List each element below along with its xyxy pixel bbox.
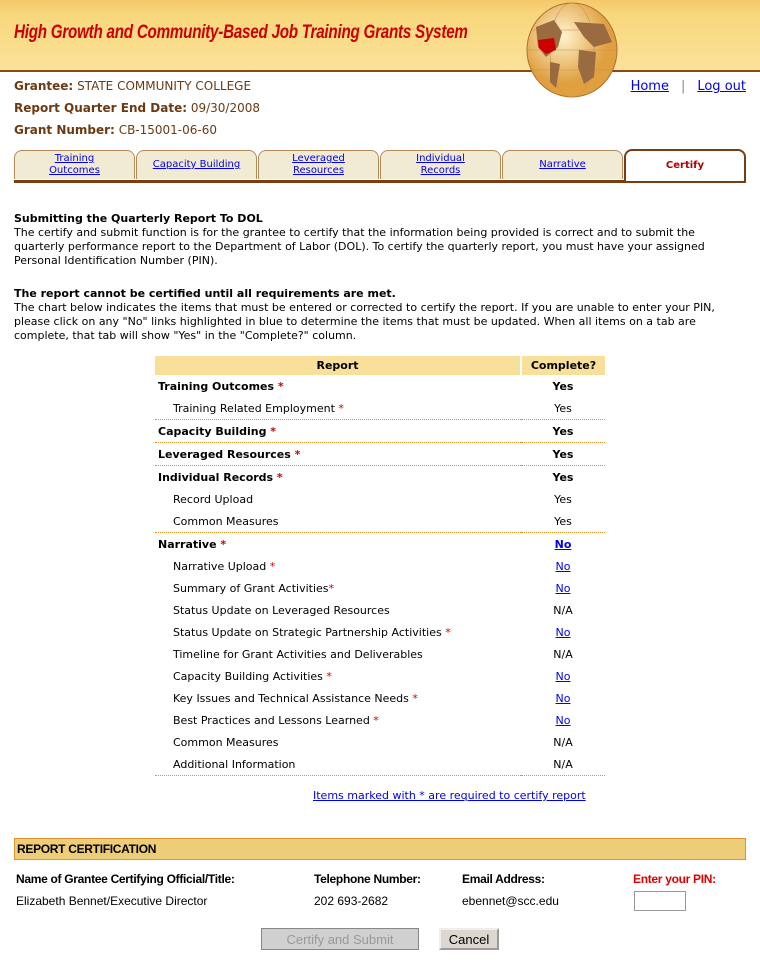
report-item [155,510,521,533]
report-item-label: Training Outcomes [158,379,275,393]
complete-cell [521,488,605,510]
required-asterisk: * [266,424,277,438]
app-title: High Growth and Community-Based Job Training Grants System [14,22,468,43]
report-item [155,420,521,443]
pin-label: Enter your PIN: [633,872,716,886]
cancel-button[interactable]: Cancel [439,928,499,950]
tab-link[interactable]: Capacity Building [152,159,241,170]
complete-cell [521,665,605,687]
tab-label: Resources [292,165,345,176]
report-item [155,709,521,731]
complete-cell [521,420,605,443]
tab-training-outcomes[interactable] [14,150,135,179]
required-asterisk: * [290,447,301,461]
tab-link[interactable]: Narrative [539,159,586,170]
table-row [155,375,605,397]
table-row [155,443,605,466]
date-value: 09/30/2008 [190,101,261,115]
requirements-text: The chart below indicates the items that must be entered or corrected to certify the report. If you are unable to enter your PIN, please click on any "No" links highlighted in blue to determine the items that must be updated. When all items on a tab are complete, that tab will show "Yes" in the "Complete?" column. [14,301,715,342]
complete-cell [521,443,605,466]
intro-section [14,212,746,268]
complete-status-link[interactable]: No [555,581,571,595]
report-item [155,577,521,599]
report-item-label: Key Issues and Technical Assistance Needs [173,691,409,705]
report-item [155,599,521,621]
grantee-info [14,79,251,93]
complete-cell [521,687,605,709]
tab-label: Leveraged [292,153,345,164]
column-header-complete: Complete? [521,356,605,375]
table-row [155,577,605,599]
report-item [155,643,521,665]
quarter-date-info [14,101,260,115]
tab-link[interactable] [49,153,100,177]
tab-narrative[interactable] [502,150,623,179]
complete-status: N/A [553,757,573,771]
table-row [155,488,605,510]
complete-cell [521,709,605,731]
report-item-label: Status Update on Strategic Partnership Activities [173,625,442,639]
table-row [155,599,605,621]
table-row [155,753,605,776]
complete-cell [521,577,605,599]
complete-status: Yes [552,424,574,438]
complete-cell [521,621,605,643]
telephone-label: Telephone Number: [314,872,421,886]
telephone-value: 202 693-2682 [314,894,389,908]
logout-link[interactable]: Log out [697,79,746,94]
tab-link[interactable] [292,153,345,177]
report-item-label: Common Measures [173,735,279,749]
requirements-heading: The report cannot be certified until all requirements are met. [14,287,396,300]
report-item [155,753,521,776]
required-asterisk: * [216,537,227,551]
report-item-label: Capacity Building [158,424,267,438]
home-link[interactable]: Home [630,79,669,94]
report-item-label: Narrative [158,537,217,551]
report-certification-header: REPORT CERTIFICATION [14,838,746,860]
separator: | [680,79,686,94]
top-links [631,79,746,94]
banner [0,0,760,72]
official-name-label: Name of Grantee Certifying Official/Title: [16,872,235,886]
complete-status-link[interactable]: No [555,713,571,727]
report-item-label: Individual Records [158,470,274,484]
tab-individual-records[interactable] [380,150,501,179]
complete-status: Yes [554,401,572,415]
tab-capacity-building[interactable] [136,150,257,179]
report-item-label: Additional Information [173,757,296,771]
tab-label: Outcomes [49,165,100,176]
report-item [155,488,521,510]
report-item-label: Capacity Building Activities [173,669,323,683]
email-label: Email Address: [462,872,545,886]
complete-status-link[interactable]: No [555,691,571,705]
complete-status-link[interactable]: No [555,669,571,683]
date-label: Report Quarter End Date: [14,101,188,115]
complete-status: N/A [553,735,573,749]
intro-heading: Submitting the Quarterly Report To DOL [14,212,263,225]
table-row [155,709,605,731]
report-item [155,665,521,687]
complete-cell [521,599,605,621]
table-row [155,510,605,533]
requirements-table [155,356,605,776]
tab-label: Records [420,165,461,176]
required-asterisk: * [408,691,418,705]
report-item-label: Status Update on Leveraged Resources [173,603,390,617]
complete-status: Yes [554,514,572,528]
report-item-label: Training Related Employment [173,401,335,415]
complete-status-link[interactable]: No [555,625,571,639]
required-asterisk: * [322,669,332,683]
report-item [155,466,521,489]
globe-logo-icon [524,2,620,98]
complete-cell [521,397,605,420]
complete-status: Yes [552,379,574,393]
tab-link[interactable] [416,153,465,177]
required-asterisk: * [441,625,451,639]
complete-cell [521,375,605,397]
grantee-label: Grantee: [14,79,74,93]
complete-status: Yes [554,492,572,506]
report-item-label: Record Upload [173,492,254,506]
report-item-label: Best Practices and Lessons Learned [173,713,370,727]
tab-leveraged-resources[interactable] [258,150,379,179]
report-item [155,687,521,709]
intro-text: The certify and submit function is for the grantee to certify that the information being provided is correct and to submit the quarterly performance report to the Department of Labor (DOL). To certify the quarterly report, you must have your assigned Personal Identification Number (PIN). [14,226,705,267]
complete-cell [521,643,605,665]
report-item [155,555,521,577]
table-row [155,621,605,643]
required-asterisk: * [266,559,276,573]
report-item-label: Narrative Upload [173,559,267,573]
table-row [155,643,605,665]
email-value: ebennet@scc.edu [462,894,559,908]
pin-input[interactable] [634,891,686,911]
required-note [313,789,586,802]
report-item [155,533,521,556]
requirements-section [14,287,746,343]
table-row [155,555,605,577]
complete-cell [521,466,605,489]
report-item [155,397,521,420]
tab-label: Individual [416,153,465,164]
required-note-link[interactable]: Items marked with * are required to certify report [313,789,586,802]
certify-submit-button[interactable]: Certify and Submit [261,928,419,950]
complete-cell [521,555,605,577]
complete-status: Yes [552,470,574,484]
required-asterisk: * [274,379,284,393]
required-asterisk: * [334,401,344,415]
table-row [155,420,605,443]
required-asterisk: * [273,470,283,484]
tab-bar [14,150,746,183]
grant-number-info [14,123,217,137]
required-asterisk: * [328,581,335,595]
report-item-label: Timeline for Grant Activities and Deliverables [173,647,423,661]
complete-cell [521,753,605,776]
complete-status: N/A [553,603,573,617]
official-name-value: Elizabeth Bennet/Executive Director [16,894,208,908]
complete-status: Yes [552,447,574,461]
tab-label: Certify [665,160,705,171]
report-item [155,621,521,643]
tab-certify[interactable] [624,149,746,181]
report-item-label: Summary of Grant Activities [173,581,329,595]
report-item-label: Leveraged Resources [158,447,291,461]
grant-value: CB-15001-06-60 [118,123,218,137]
required-asterisk: * [369,713,379,727]
complete-status-link[interactable]: No [554,537,572,551]
report-item [155,375,521,397]
grantee-value: STATE COMMUNITY COLLEGE [77,79,252,93]
report-item-label: Common Measures [173,514,279,528]
column-header-report: Report [155,356,521,375]
complete-cell [521,731,605,753]
complete-status: N/A [553,647,573,661]
table-row [155,533,605,556]
report-item [155,443,521,466]
complete-status-link[interactable]: No [555,559,571,573]
report-item [155,731,521,753]
grant-label: Grant Number: [14,123,115,137]
table-row [155,397,605,420]
table-row [155,466,605,489]
complete-cell [521,510,605,533]
table-row [155,665,605,687]
tab-label: Training [54,153,95,164]
complete-cell [521,533,605,556]
table-row [155,687,605,709]
table-row [155,731,605,753]
